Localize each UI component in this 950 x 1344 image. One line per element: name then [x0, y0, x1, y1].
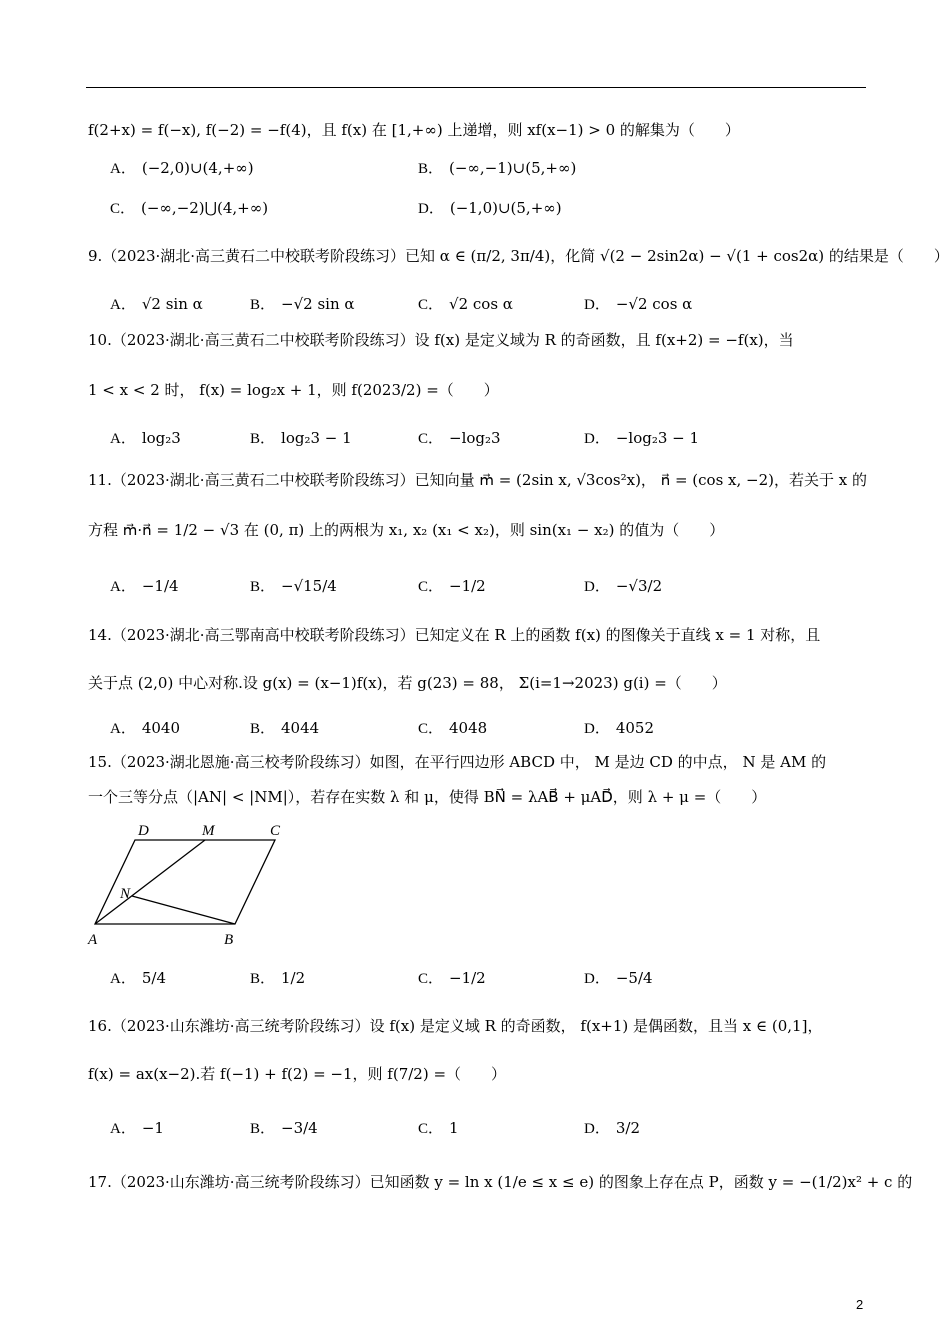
q9-option-a[interactable]: A． √2 sin α: [110, 295, 203, 313]
q10-stem-line2: 1 < x < 2 时， f(x) = log₂x + 1，则 f(2023/2) =（ ）: [88, 381, 499, 399]
q15-option-b[interactable]: B． 1/2: [250, 969, 306, 987]
q11-option-b[interactable]: B． −√15/4: [250, 577, 337, 595]
q9-option-b[interactable]: B． −√2 sin α: [250, 295, 355, 313]
q16-option-d[interactable]: D． 3/2: [584, 1119, 640, 1137]
q15-stem-line2: 一个三等分点（|AN| < |NM|），若存在实数 λ 和 μ，使得 BN⃗ = λAB⃗ + μAD⃗，则 λ + μ =（ ）: [88, 788, 767, 806]
q9-option-d[interactable]: D． −√2 cos α: [584, 295, 693, 313]
q16-stem-line1: 16.（2023·山东潍坊·高三统考阶段练习）设 f(x) 是定义域 R 的奇函数， f(x+1) 是偶函数，且当 x ∈ (0,1]，: [88, 1017, 823, 1035]
q16-option-c[interactable]: C． 1: [418, 1119, 459, 1137]
q9-option-c[interactable]: C． √2 cos α: [418, 295, 513, 313]
q14-option-d[interactable]: D． 4052: [584, 719, 655, 737]
q14-option-b[interactable]: B． 4044: [250, 719, 320, 737]
q15-option-d[interactable]: D． −5/4: [584, 969, 653, 987]
q10-stem-line1: 10.（2023·湖北·高三黄石二中校联考阶段练习）设 f(x) 是定义域为 R 的奇函数，且 f(x+2) = −f(x)，当: [88, 331, 794, 349]
parallelogram-figure: [80, 818, 300, 953]
q10-option-d[interactable]: D． −log₂3 − 1: [584, 429, 700, 447]
q16-stem-line2: f(x) = ax(x−2).若 f(−1) + f(2) = −1，则 f(7/2) =（ ）: [88, 1065, 507, 1083]
parallelogram-abcd: [95, 840, 275, 924]
q14-stem-line2: 关于点 (2,0) 中心对称.设 g(x) = (x−1)f(x)，若 g(23) = 88， Σ(i=1→2023) g(i) =（ ）: [88, 674, 727, 692]
q8-stem: f(2+x) = f(−x), f(−2) = −f(4)，且 f(x) 在 [1,+∞) 上递增，则 xf(x−1) > 0 的解集为（ ）: [88, 121, 740, 139]
q15-stem-line1: 15.（2023·湖北恩施·高三校考阶段练习）如图，在平行四边形 ABCD 中， M 是边 CD 的中点， N 是 AM 的: [88, 753, 827, 771]
page-number: 2: [856, 1297, 864, 1312]
q15-option-c[interactable]: C． −1/2: [418, 969, 486, 987]
q8-option-b[interactable]: B． (−∞,−1)∪(5,+∞): [418, 159, 577, 177]
segment-nb: [132, 896, 235, 924]
q15-option-a[interactable]: A． 5/4: [110, 969, 166, 987]
label-c: C: [270, 823, 281, 839]
q10-option-a[interactable]: A． log₂3: [110, 429, 181, 447]
label-b: B: [224, 932, 234, 948]
label-m: M: [202, 823, 215, 839]
q17-stem-line1: 17.（2023·山东潍坊·高三统考阶段练习）已知函数 y = ln x (1/e ≤ x ≤ e) 的图象上存在点 P，函数 y = −(1/2)x² + c 的: [88, 1173, 913, 1191]
q11-option-d[interactable]: D． −√3/2: [584, 577, 663, 595]
q8-option-d[interactable]: D． (−1,0)∪(5,+∞): [418, 199, 562, 217]
label-n: N: [120, 886, 131, 902]
q8-option-c[interactable]: C． (−∞,−2)⋃(4,+∞): [110, 199, 269, 217]
q11-option-a[interactable]: A． −1/4: [110, 577, 179, 595]
q16-option-a[interactable]: A． −1: [110, 1119, 164, 1137]
q14-option-c[interactable]: C． 4048: [418, 719, 488, 737]
q16-option-b[interactable]: B． −3/4: [250, 1119, 318, 1137]
q11-stem-line2: 方程 m⃗·n⃗ = 1/2 − √3 在 (0, π) 上的两根为 x₁, x₂ (x₁ < x₂)，则 sin(x₁ − x₂) 的值为（ ）: [88, 521, 725, 539]
header-rule: [86, 87, 866, 88]
q10-option-b[interactable]: B． log₂3 − 1: [250, 429, 352, 447]
q11-option-c[interactable]: C． −1/2: [418, 577, 486, 595]
q14-stem-line1: 14.（2023·湖北·高三鄂南高中校联考阶段练习）已知定义在 R 上的函数 f(x) 的图像关于直线 x = 1 对称，且: [88, 626, 821, 644]
q9-stem: 9.（2023·湖北·高三黄石二中校联考阶段练习）已知 α ∈ (π/2, 3π/4)，化简 √(2 − 2sin2α) − √(1 + cos2α) 的结果是（ ）: [88, 247, 949, 265]
label-a: A: [88, 932, 98, 948]
q10-option-c[interactable]: C． −log₂3: [418, 429, 501, 447]
q14-option-a[interactable]: A． 4040: [110, 719, 181, 737]
q8-option-a[interactable]: A． (−2,0)∪(4,+∞): [110, 159, 254, 177]
q11-stem-line1: 11.（2023·湖北·高三黄石二中校联考阶段练习）已知向量 m⃗ = (2sin x, √3cos²x)， n⃗ = (cos x, −2)，若关于 x 的: [88, 471, 868, 489]
label-d: D: [138, 823, 149, 839]
